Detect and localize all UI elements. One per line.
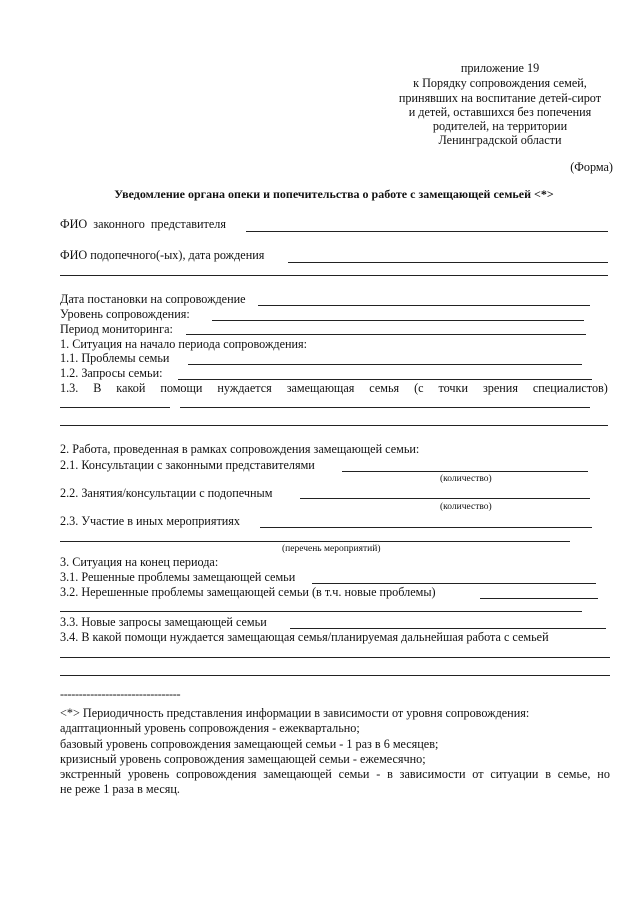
ward-name-label: ФИО подопечного(-ых), дата рождения	[60, 248, 265, 262]
word: нуждается	[217, 381, 272, 395]
consultations-field[interactable]	[342, 471, 588, 472]
start-date-field[interactable]	[258, 305, 590, 306]
word: замещающая	[286, 381, 355, 395]
section3-heading: 3. Ситуация на конец периода:	[60, 555, 219, 569]
word: уровень	[127, 767, 170, 781]
section1-help-label	[60, 382, 608, 394]
footnote-crisis: кризисный уровень сопровождения замещающей семьи - ежемесячно;	[60, 752, 426, 766]
section2-heading: 2. Работа, проведенная в рамках сопровождения замещающей семьи:	[60, 442, 420, 456]
guardian-name-field[interactable]	[246, 231, 608, 232]
section1-requests-field[interactable]	[178, 379, 592, 380]
help-needed-field-1[interactable]	[60, 657, 610, 658]
unsolved-field-cont[interactable]	[60, 611, 582, 612]
sessions-label: 2.2. Занятия/консультации с подопечным	[60, 486, 273, 500]
section1-problems-field[interactable]	[188, 364, 582, 365]
form-label: (Форма)	[570, 160, 613, 174]
word: (с	[414, 381, 424, 395]
monitoring-period-field[interactable]	[186, 334, 586, 335]
word: сопровождения	[176, 767, 257, 781]
word: в	[387, 767, 393, 781]
word: 1.3.	[60, 381, 79, 395]
solved-label: 3.1. Решенные проблемы замещающей семьи	[60, 570, 296, 584]
word: экстренный	[60, 767, 121, 781]
footnote-adaptation: адаптационный уровень сопровождения - ежеквартально;	[60, 721, 360, 735]
help-needed-field-2[interactable]	[60, 675, 610, 676]
unsolved-label: 3.2. Нерешенные проблемы замещающей семьи (в т.ч. новые проблемы)	[60, 585, 436, 599]
monitoring-period-label: Период мониторинга:	[60, 322, 173, 336]
word: в	[545, 767, 551, 781]
section1-help-field-1[interactable]	[60, 407, 170, 408]
header-line-6: Ленинградской области	[438, 133, 562, 147]
sessions-note: (количество)	[440, 502, 492, 512]
guardian-name-label: ФИО законного представителя	[60, 217, 226, 231]
support-level-field[interactable]	[212, 320, 584, 321]
new-requests-field[interactable]	[290, 628, 606, 629]
consultations-label: 2.1. Консультации с законными представителями	[60, 458, 315, 472]
word: от	[472, 767, 484, 781]
footnote-intro: <*> Периодичность представления информации в зависимости от уровня сопровождения:	[60, 706, 530, 720]
section1-help-field-2[interactable]	[60, 425, 608, 426]
section1-requests-label: 1.2. Запросы семьи:	[60, 366, 163, 380]
header-line-5: родителей, на территории	[432, 119, 568, 133]
new-requests-label: 3.3. Новые запросы замещающей семьи	[60, 615, 267, 629]
footnote-emergency	[60, 768, 610, 780]
word: -	[376, 767, 381, 781]
page-title: Уведомление органа опеки и попечительства о работе с замещающей семьей <*>	[114, 187, 554, 201]
word: но	[597, 767, 610, 781]
footnote-basic: базовый уровень сопровождения замещающей семьи - 1 раз в 6 месяцев;	[60, 737, 439, 751]
events-field[interactable]	[260, 527, 592, 528]
word: специалистов)	[532, 381, 608, 395]
section1-heading: 1. Ситуация на начало периода сопровождения:	[60, 337, 308, 351]
ward-name-field[interactable]	[288, 262, 608, 263]
start-date-label: Дата постановки на сопровождение	[60, 292, 246, 306]
word: замещающей	[263, 767, 332, 781]
solved-field[interactable]	[312, 583, 596, 584]
sessions-field[interactable]	[300, 498, 590, 499]
footnote-emergency-cont: не реже 1 раза в месяц.	[60, 782, 180, 796]
word: точки	[438, 381, 469, 395]
word: помощи	[160, 381, 203, 395]
header-line-3: принявших на воспитание детей-сирот	[398, 91, 602, 105]
section1-help-field-1b[interactable]	[180, 407, 590, 408]
ward-name-field-cont[interactable]	[60, 275, 608, 276]
word: семья	[369, 381, 400, 395]
help-needed-label: 3.4. В какой помощи нуждается замещающая семья/планируемая дальнейшая работа с семьей	[60, 630, 549, 644]
events-note: (перечень мероприятий)	[282, 544, 381, 554]
header-line-1: приложение 19	[460, 61, 540, 75]
consultations-note: (количество)	[440, 474, 492, 484]
events-label: 2.3. Участие в иных мероприятиях	[60, 514, 240, 528]
support-level-label: Уровень сопровождения:	[60, 307, 190, 321]
word: зрения	[482, 381, 518, 395]
word: зависимости	[399, 767, 466, 781]
section1-problems-label: 1.1. Проблемы семьи	[60, 351, 170, 365]
word: ситуации	[490, 767, 539, 781]
unsolved-field[interactable]	[480, 598, 598, 599]
word: семье,	[557, 767, 591, 781]
word: семьи	[338, 767, 370, 781]
footnote-separator: --------------------------------	[60, 687, 181, 701]
events-field-cont[interactable]	[60, 541, 570, 542]
word: какой	[116, 381, 146, 395]
header-line-2: к Порядку сопровождения семей,	[413, 76, 587, 90]
header-line-4: и детей, оставшихся без попечения	[408, 105, 592, 119]
word: В	[93, 381, 102, 395]
